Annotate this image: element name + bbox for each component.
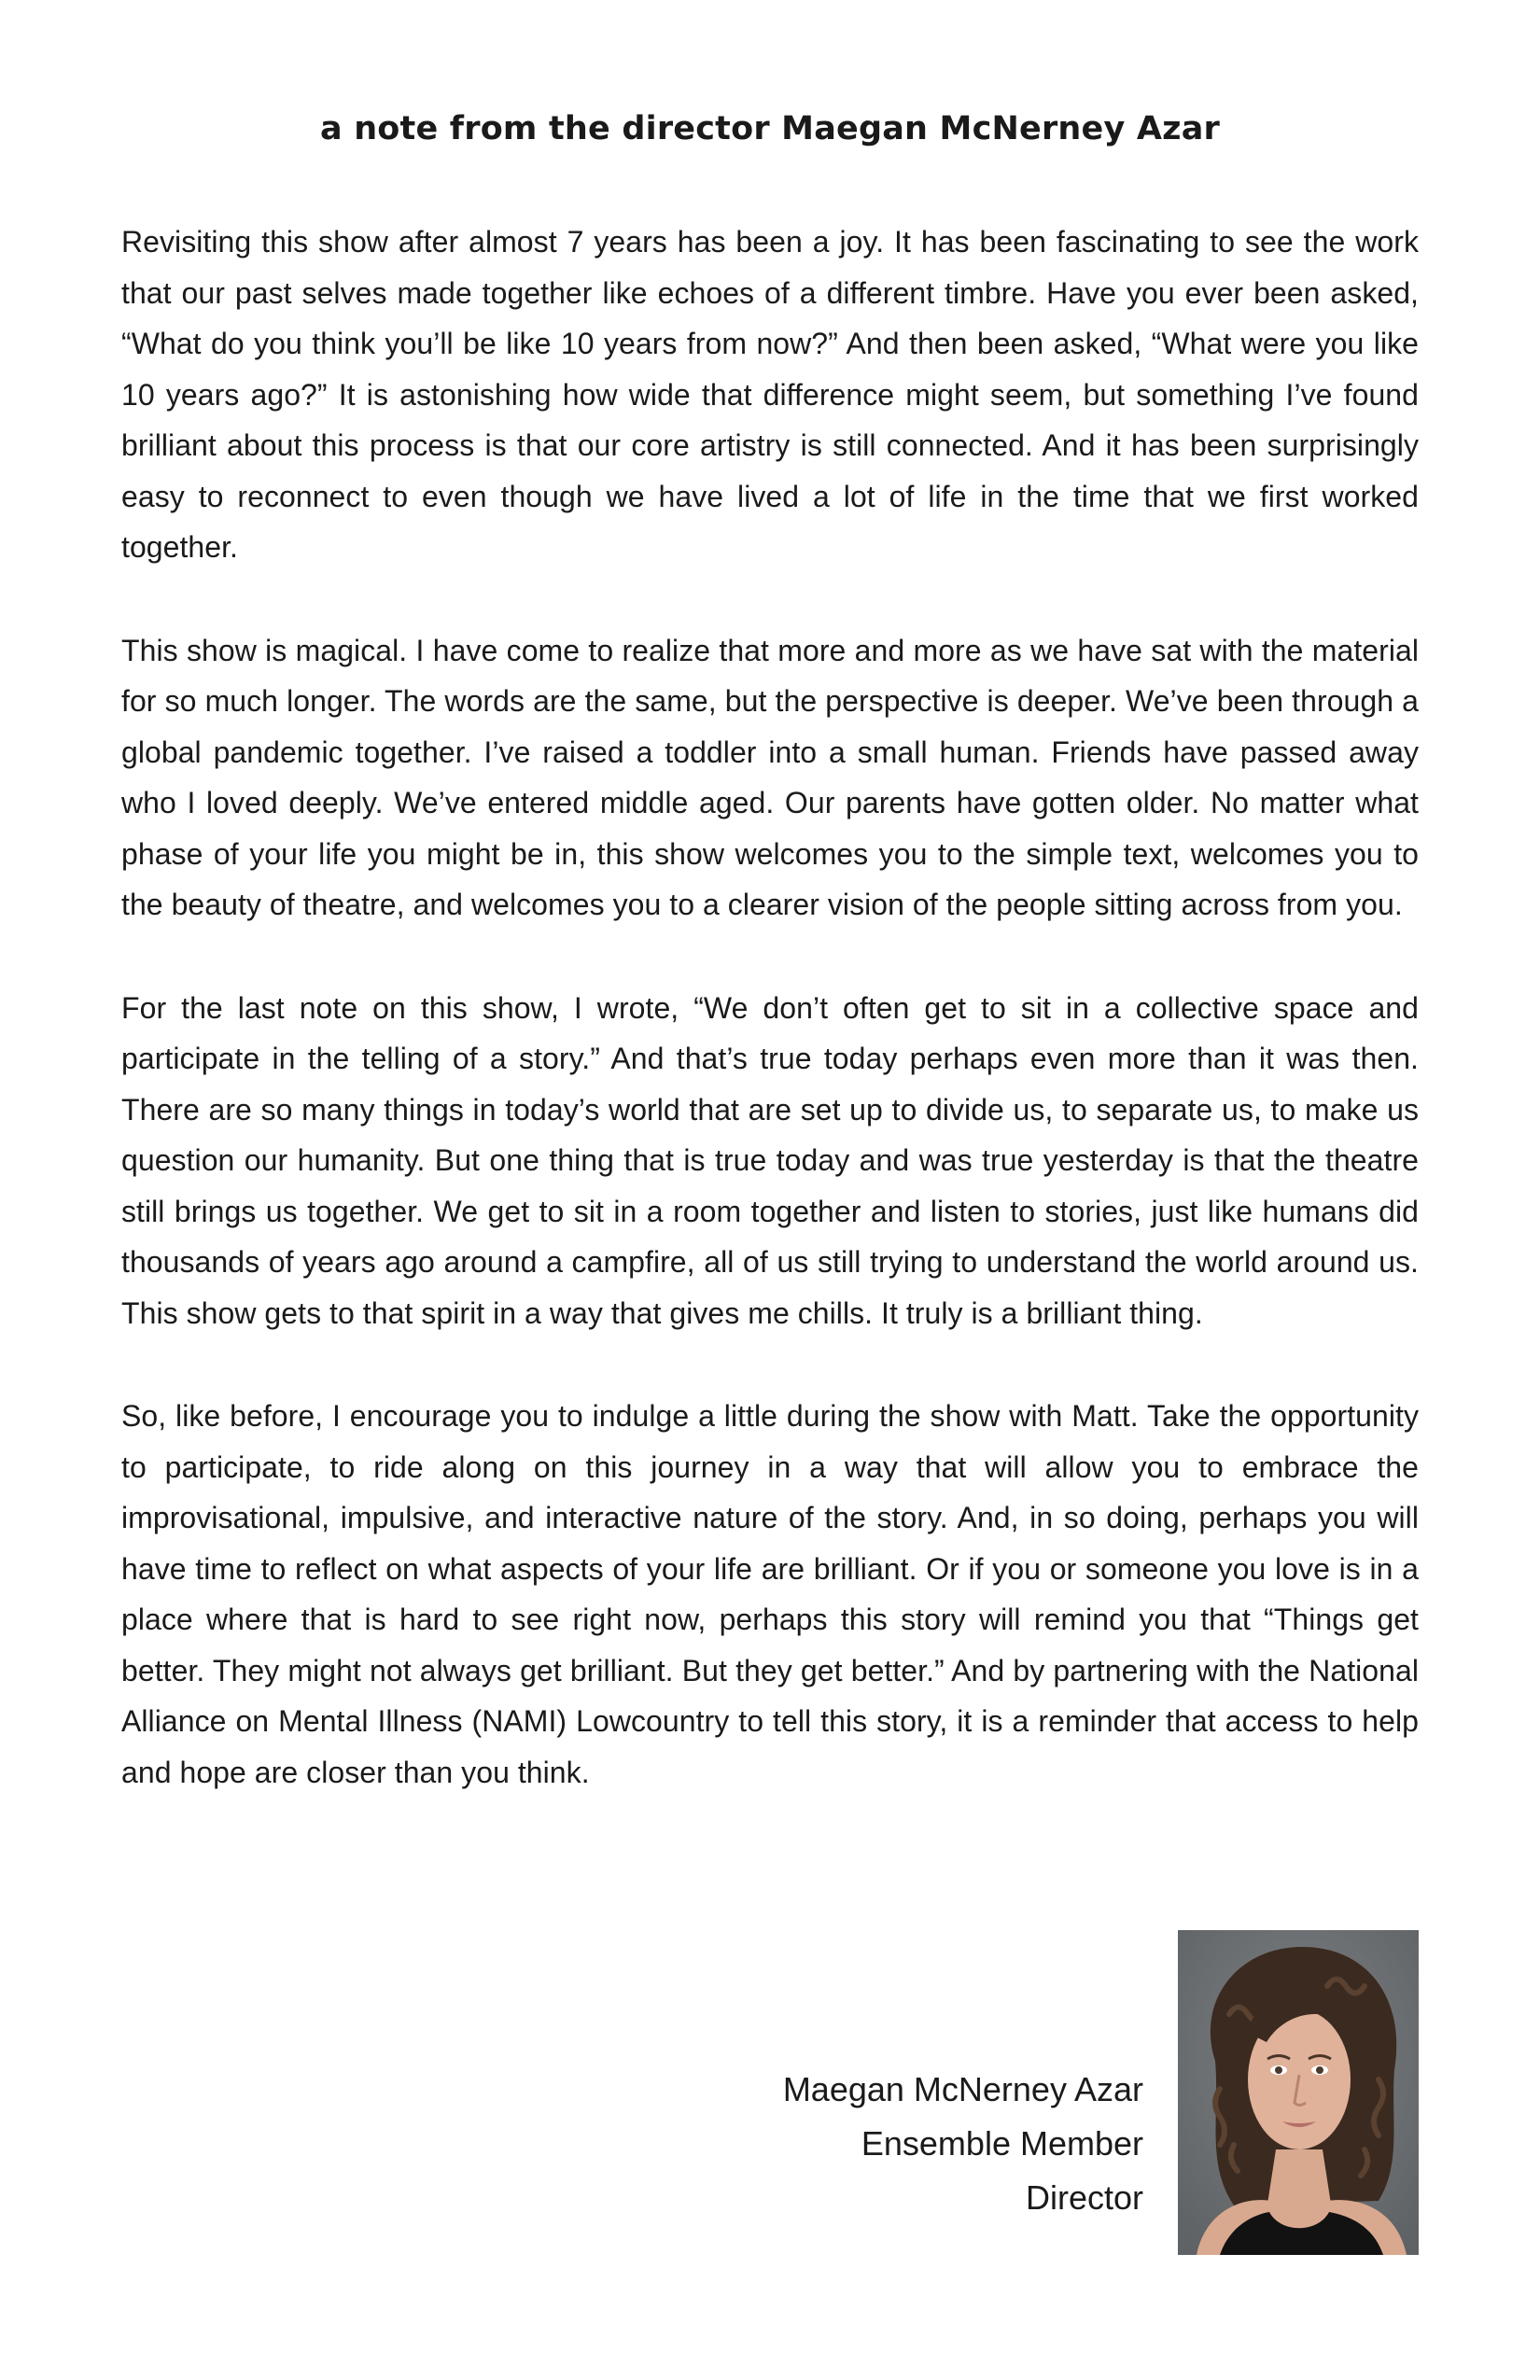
portrait-illustration	[1178, 1930, 1419, 2255]
director-portrait	[1178, 1930, 1419, 2255]
note-paragraph-1: Revisiting this show after almost 7 years has been a joy. It has been fascinating to see the work that our past selves made together like echoes of a different timbre. Have you ever been asked, “What do you think you’ll be like 10 years from now?” And then been asked, “What were you like 10 years ago?” It is astonishing how wide that difference might seem, but something I’ve found brilliant about this process is that our core artistry is still connected. And it has been surprisingly easy to reconnect to even though we have lived a lot of life in the time that we first worked together.	[121, 225, 1419, 564]
note-body	[121, 217, 1419, 1850]
note-paragraph-3: For the last note on this show, I wrote, “We don’t often get to sit in a collective space and participate in the telling of a story.” And that’s true today perhaps even more than it was then. There are so many things in today’s world that are set up to divide us, to separate us, to make us question our humanity. But one thing that is true today and was true yesterday is that the theatre still brings us together. We get to sit in a room together and listen to stories, just like humans did thousands of years ago around a campfire, all of us still trying to understand the world around us. This show gets to that spirit in a way that gives me chills. It truly is a brilliant thing.	[121, 990, 1419, 1330]
signature-block	[783, 2063, 1143, 2225]
note-paragraph-2: This show is magical. I have come to realize that more and more as we have sat with the material for so much longer. The words are the same, but the perspective is deeper. We’ve been through a global pandemic together. I’ve raised a toddler into a small human. Friends have passed away who I loved deeply. We’ve entered middle aged. Our parents have gotten older. No matter what phase of your life you might be in, this show welcomes you to the simple text, welcomes you to the beauty of theatre, and welcomes you to a clearer vision of the people sitting across from you.	[121, 633, 1419, 921]
note-paragraph-4: So, like before, I encourage you to indulge a little during the show with Matt. Take the opportunity to participate, to ride along on this journey in a way that will allow you to embrace the improvisational, impulsive, and interactive nature of the story. And, in so doing, perhaps you will have time to reflect on what aspects of your life are brilliant. Or if you or someone you love is in a place where that is hard to see right now, perhaps this story will remind you that “Things get better. They might not always get brilliant. But they get better.” And by partnering with the National Alliance on Mental Illness (NAMI) Lowcountry to tell this story, it is a reminder that access to help and hope are closer than you think.	[121, 1399, 1419, 1789]
signature-role: Ensemble Member	[861, 2124, 1143, 2163]
signature-position: Director	[1025, 2178, 1143, 2217]
signature-name: Maegan McNerney Azar	[782, 2070, 1143, 2108]
page-title: a note from the director Maegan McNerney Azar	[319, 110, 1220, 147]
